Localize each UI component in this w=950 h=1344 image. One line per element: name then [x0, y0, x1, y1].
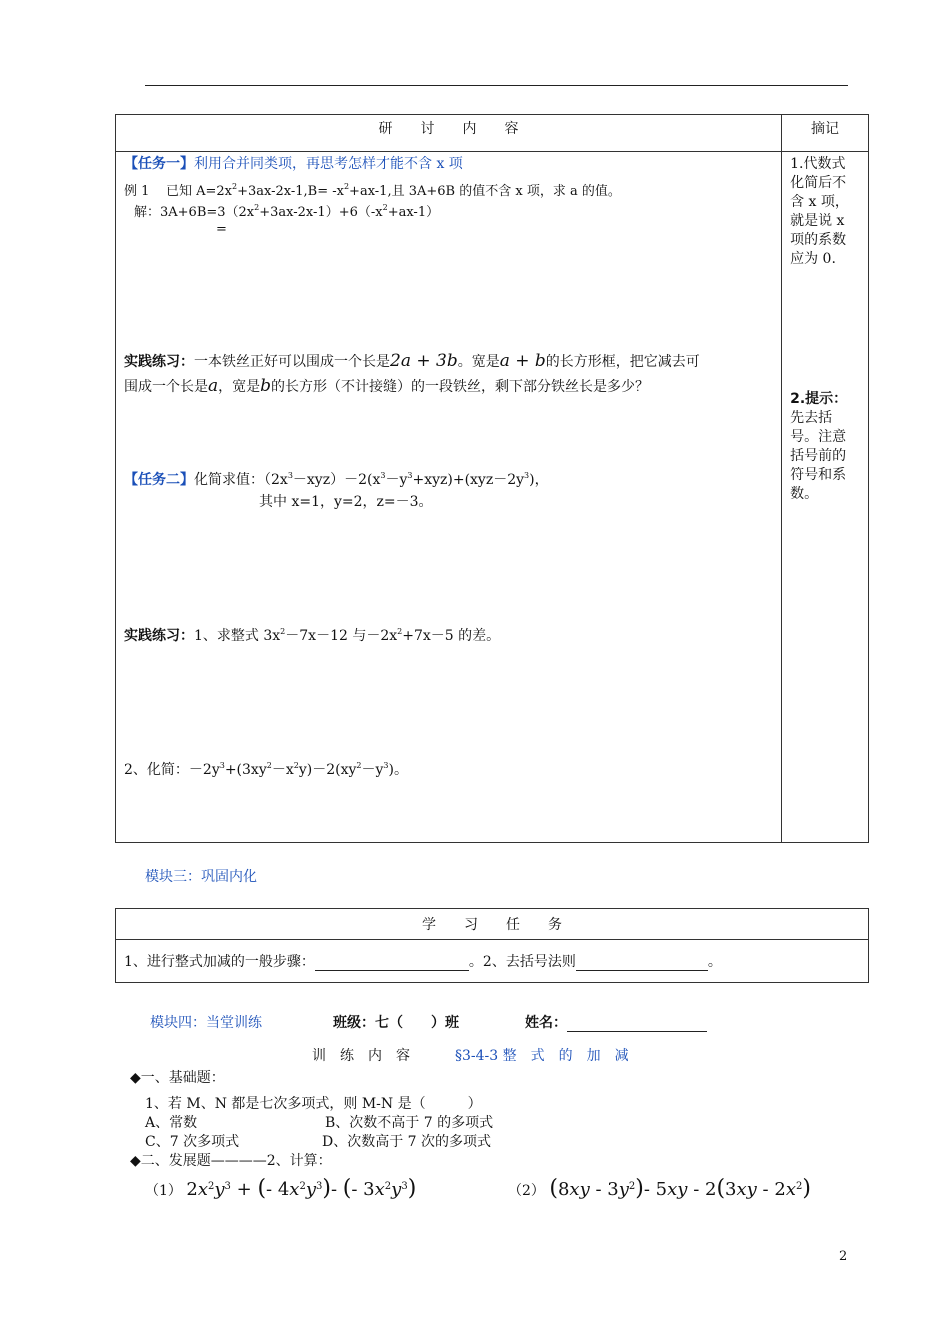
discussion-content: [116, 152, 782, 843]
study-task-row: 1、进行整式加减的一般步骤： 。2、去括号法则 。: [116, 940, 869, 983]
study-task-table: [115, 908, 869, 983]
training-label: 训 练 内 容: [312, 1048, 410, 1064]
problem-1: （1） $2x^2y^3$ + (- $4x^2y^3)-$ (- $3x^2y^3$): [145, 1176, 417, 1201]
problem-2: （2） $(8xy - 3y^2)-$ $5xy - 2(3xy - 2x^2)$: [508, 1176, 811, 1201]
table-header-main: 研 讨 内 容: [116, 115, 782, 152]
practice2-q1: 实践练习：1、求整式 $3x^2-7x-12$ 与$-2x^2+7x-5$ 的差。: [124, 627, 501, 644]
option-d: D、次数高于 7 次的多项式: [322, 1134, 492, 1150]
discussion-table: [115, 114, 869, 843]
steps-blank[interactable]: [315, 954, 469, 971]
table-header-side: 摘记: [782, 115, 869, 152]
section1-title: ◆一、基础题：: [130, 1070, 225, 1086]
option-c: C、7 次多项式: [145, 1134, 240, 1150]
example1: 例 1 已知 $A=2x^2+3ax-2x-1,B= -x^2+ax-1$,且 3A+6B 的值不含 x 项，求 a 的值。: [124, 182, 621, 199]
side-note-1: 1.代数式 化简后不 含 x 项， 就是说 x 项的系数 应为 0.: [790, 156, 849, 267]
option-b: B、次数不高于 7 的多项式: [325, 1115, 494, 1131]
training-topic: §3-4-3 整 式 的 加 减: [455, 1048, 629, 1064]
example1-solution: 解：$3A+6B=3(2x^2+3ax-2x-1)+6(-x^2+ax-1)$: [134, 203, 440, 220]
section1-q1: 1、若 M、N 都是七次多项式，则 M-N 是（ ）: [145, 1096, 482, 1112]
side-note-2: 2.提示： 先去括 号。注意 括号前的 符号和系 数。: [790, 391, 848, 502]
task2: 【任务二】化简求值：$(2x^3-xyz)-2(x^3-y^3+xyz)+(xyz-2y^3)$，: [124, 471, 549, 488]
side-notes: [782, 152, 869, 843]
name-blank[interactable]: [567, 1015, 707, 1032]
task1-heading: 【任务一】利用合并同类项，再思考怎样才能不含 x 项: [124, 156, 463, 172]
section2-title: ◆二、发展题————2、计算：: [130, 1153, 332, 1169]
page-number: 2: [839, 1249, 848, 1264]
bracket-rule-blank[interactable]: [576, 954, 708, 971]
practice1: 实践练习：一本铁丝正好可以围成一个长是2a + 3b。宽是a + b的长方形框，把它减去可 围成一个长是a，宽是b的长方形（不计接缝）的一段铁丝，剩下部分铁丝长是多少？: [124, 351, 700, 396]
practice2-q2: 2、化简：$-2y^3+(3xy^2-x^2y)-2(xy^2-y^3)$。: [124, 761, 408, 778]
solution-equals: =: [216, 222, 227, 237]
top-rule: [145, 85, 848, 86]
module4-title: 模块四：当堂训练: [150, 1015, 262, 1031]
study-task-header: 学 习 任 务: [116, 909, 869, 940]
name-label: 姓名：: [525, 1012, 707, 1032]
option-a: A、常数: [145, 1115, 198, 1131]
module3-title: 模块三：巩固内化: [145, 869, 257, 885]
class-label: 班级：七（ ）班: [333, 1015, 459, 1031]
task2-condition: 其中 x=1，y=2，z=－3。: [259, 494, 433, 510]
